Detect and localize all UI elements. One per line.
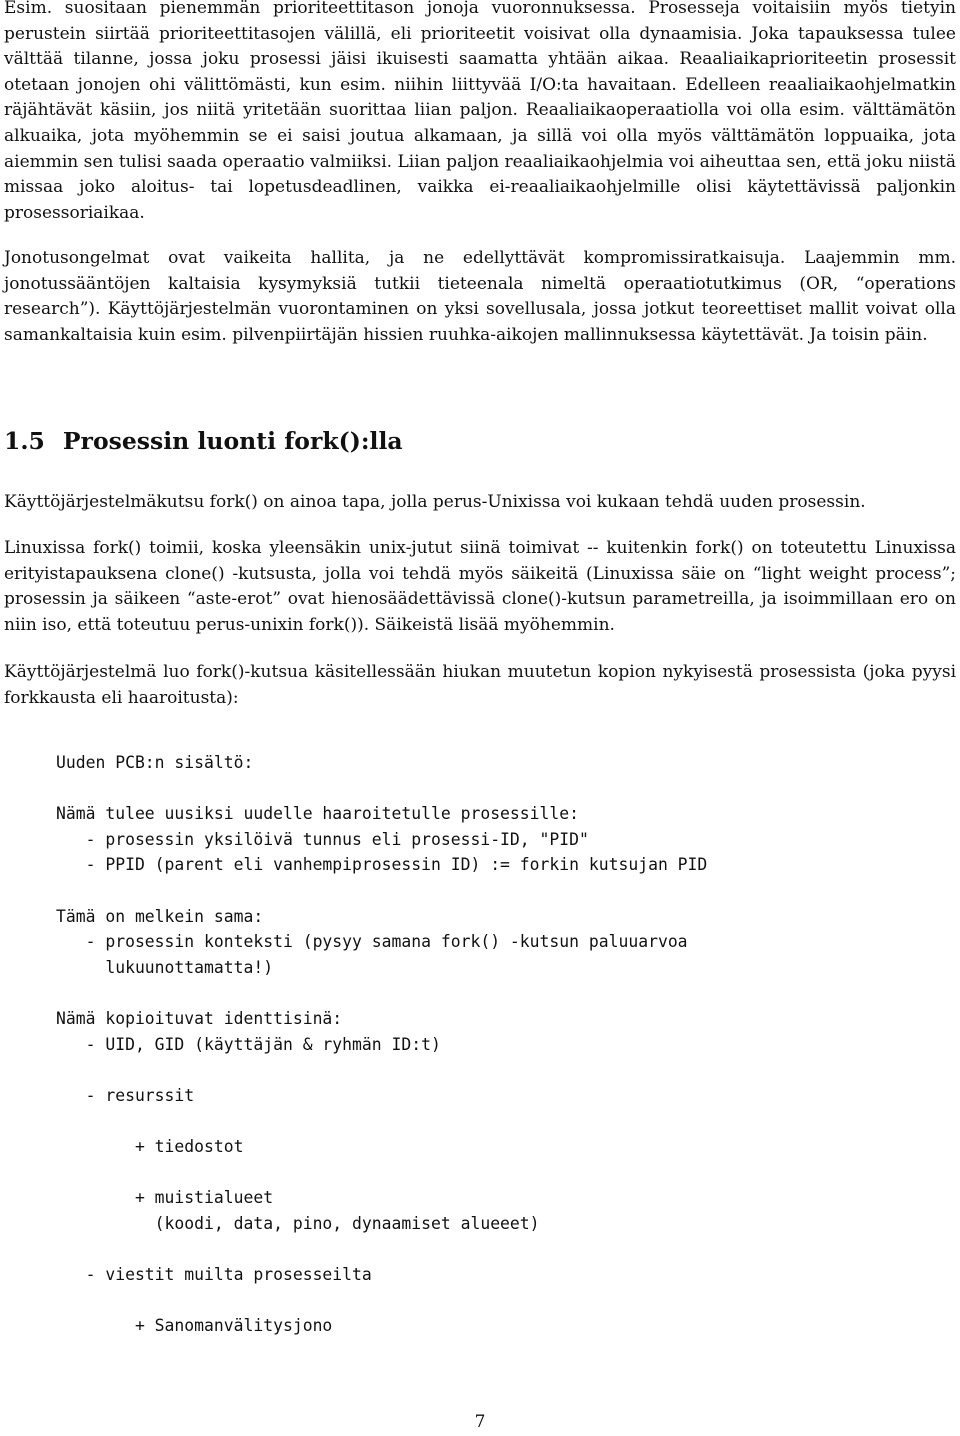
code-line: Nämä kopioituvat identtisinä:: [56, 1008, 343, 1028]
paragraph-queueing-problems: Jonotusongelmat ovat vaikeita hallita, ja ne edellyttävät kompromissiratkaisuja. Laajemmin mm. jonotussääntöjen kaltaisia kysymyksiä tutkii tieteenala nimeltä operaatiotutkimus (OR, “operations research”). Käyttöjärjestelmän vuorontaminen on yksi sovellusala, jossa jotkut teoreettiset mallit voivat olla samankaltaisia kuin esim. pilvenpiirtäjän hissien ruuhka-aikojen mallinnuksessa käytettävät. Ja toisin päin.: [4, 248, 956, 345]
code-line: lukuunottamatta!): [56, 957, 274, 977]
code-line: - prosessin yksilöivä tunnus eli prosessi-ID, "PID": [56, 829, 589, 849]
code-line: - UID, GID (käyttäjän & ryhmän ID:t): [56, 1034, 441, 1054]
code-line: [56, 1108, 707, 1134]
code-line: Nämä tulee uusiksi uudelle haaroitetulle prosessille:: [56, 804, 580, 824]
section-number: 1.5: [4, 427, 45, 455]
code-line: [56, 776, 707, 802]
code-line: [56, 878, 707, 904]
code-line: - PPID (parent eli vanhempiprosessin ID) := forkin kutsujan PID: [56, 855, 708, 875]
pcb-code-block: [56, 750, 707, 1339]
paragraph-scheduling-priorities: Esim. suositaan pienemmän prioriteettitason jonoja vuoronnuksessa. Prosesseja voitaisiin myös tietyin perustein siirtää prioriteettitasojen välillä, eli prioriteetit voisivat olla dynaamisia. Joka tapauksessa tulee välttää tilanne, jossa joku prosessi jäisi ikuisesti saamatta yhtään aikaa. Reaaliaikaprioriteetin prosessit otetaan jonojen ohi välittömästi, kun esim. niihin liittyvää I/O:ta havaitaan. Edelleen reaaliaikaohjelmatkin räjähtävät käsiin, jos niitä yritetään suorittaa liian paljon. Reaaliaikaoperaatiolla voi olla esim. välttämätön alkuaika, jota myöhemmin se ei saisi joutua alkamaan, ja sillä voi olla myös välttämätön loppuaika, jota aiemmin sen tulisi saada operaatio valmiiksi. Liian paljon reaaliaikaohjelmia voi aiheuttaa sen, että joku niistä missaa joko aloitus- tai lopetusdeadlinen, vaikka ei-reaaliaikaohjelmille olisi käytettävissä paljonkin prosessoriaikaa.: [4, 0, 956, 223]
section-title: Prosessin luonti fork():lla: [62, 427, 403, 455]
section-heading: [4, 424, 403, 458]
code-line: + muistialueet: [56, 1188, 274, 1208]
code-line: Uuden PCB:n sisältö:: [56, 753, 254, 772]
code-line: [56, 1057, 707, 1083]
paragraph-linux-clone: Linuxissa fork() toimii, koska yleensäkin unix-jutut siinä toimivat -- kuitenkin fork() on toteutettu Linuxissa erityistapauksena clone() -kutsusta, jolla voi tehdä myös säikeitä (Linuxissa säie on “light weight process”; prosessin ja säikeen “aste-erot” ovat hienosäädettävissä clone()-kutsun parametreilla, ja isoimmillaan ero on niin iso, että toteutuu perus-unixin fork()). Säikeistä lisää myöhemmin.: [4, 538, 956, 635]
page-number: 7: [474, 1412, 486, 1432]
code-line: [56, 980, 707, 1006]
code-line: + Sanomanvälitysjono: [56, 1316, 333, 1336]
code-line: Tämä on melkein sama:: [56, 906, 264, 926]
code-line: + tiedostot: [56, 1136, 244, 1156]
code-line: (koodi, data, pino, dynaamiset alueeet): [56, 1213, 540, 1233]
paragraph-fork-copy: Käyttöjärjestelmä luo fork()-kutsua käsitellessään hiukan muutetun kopion nykyisestä prosessista (joka pyysi forkkausta eli haaroitusta):: [4, 662, 956, 708]
paragraph-fork-intro: Käyttöjärjestelmäkutsu fork() on ainoa tapa, jolla perus-Unixissa voi kukaan tehdä uuden prosessin.: [4, 492, 866, 512]
code-line: [56, 1236, 707, 1262]
code-line: [56, 1160, 707, 1186]
code-line: [56, 1287, 707, 1313]
code-line: - resurssit: [56, 1085, 195, 1105]
code-line: - prosessin konteksti (pysyy samana fork() -kutsun paluuarvoa: [56, 932, 688, 952]
code-line: - viestit muilta prosesseilta: [56, 1264, 372, 1284]
